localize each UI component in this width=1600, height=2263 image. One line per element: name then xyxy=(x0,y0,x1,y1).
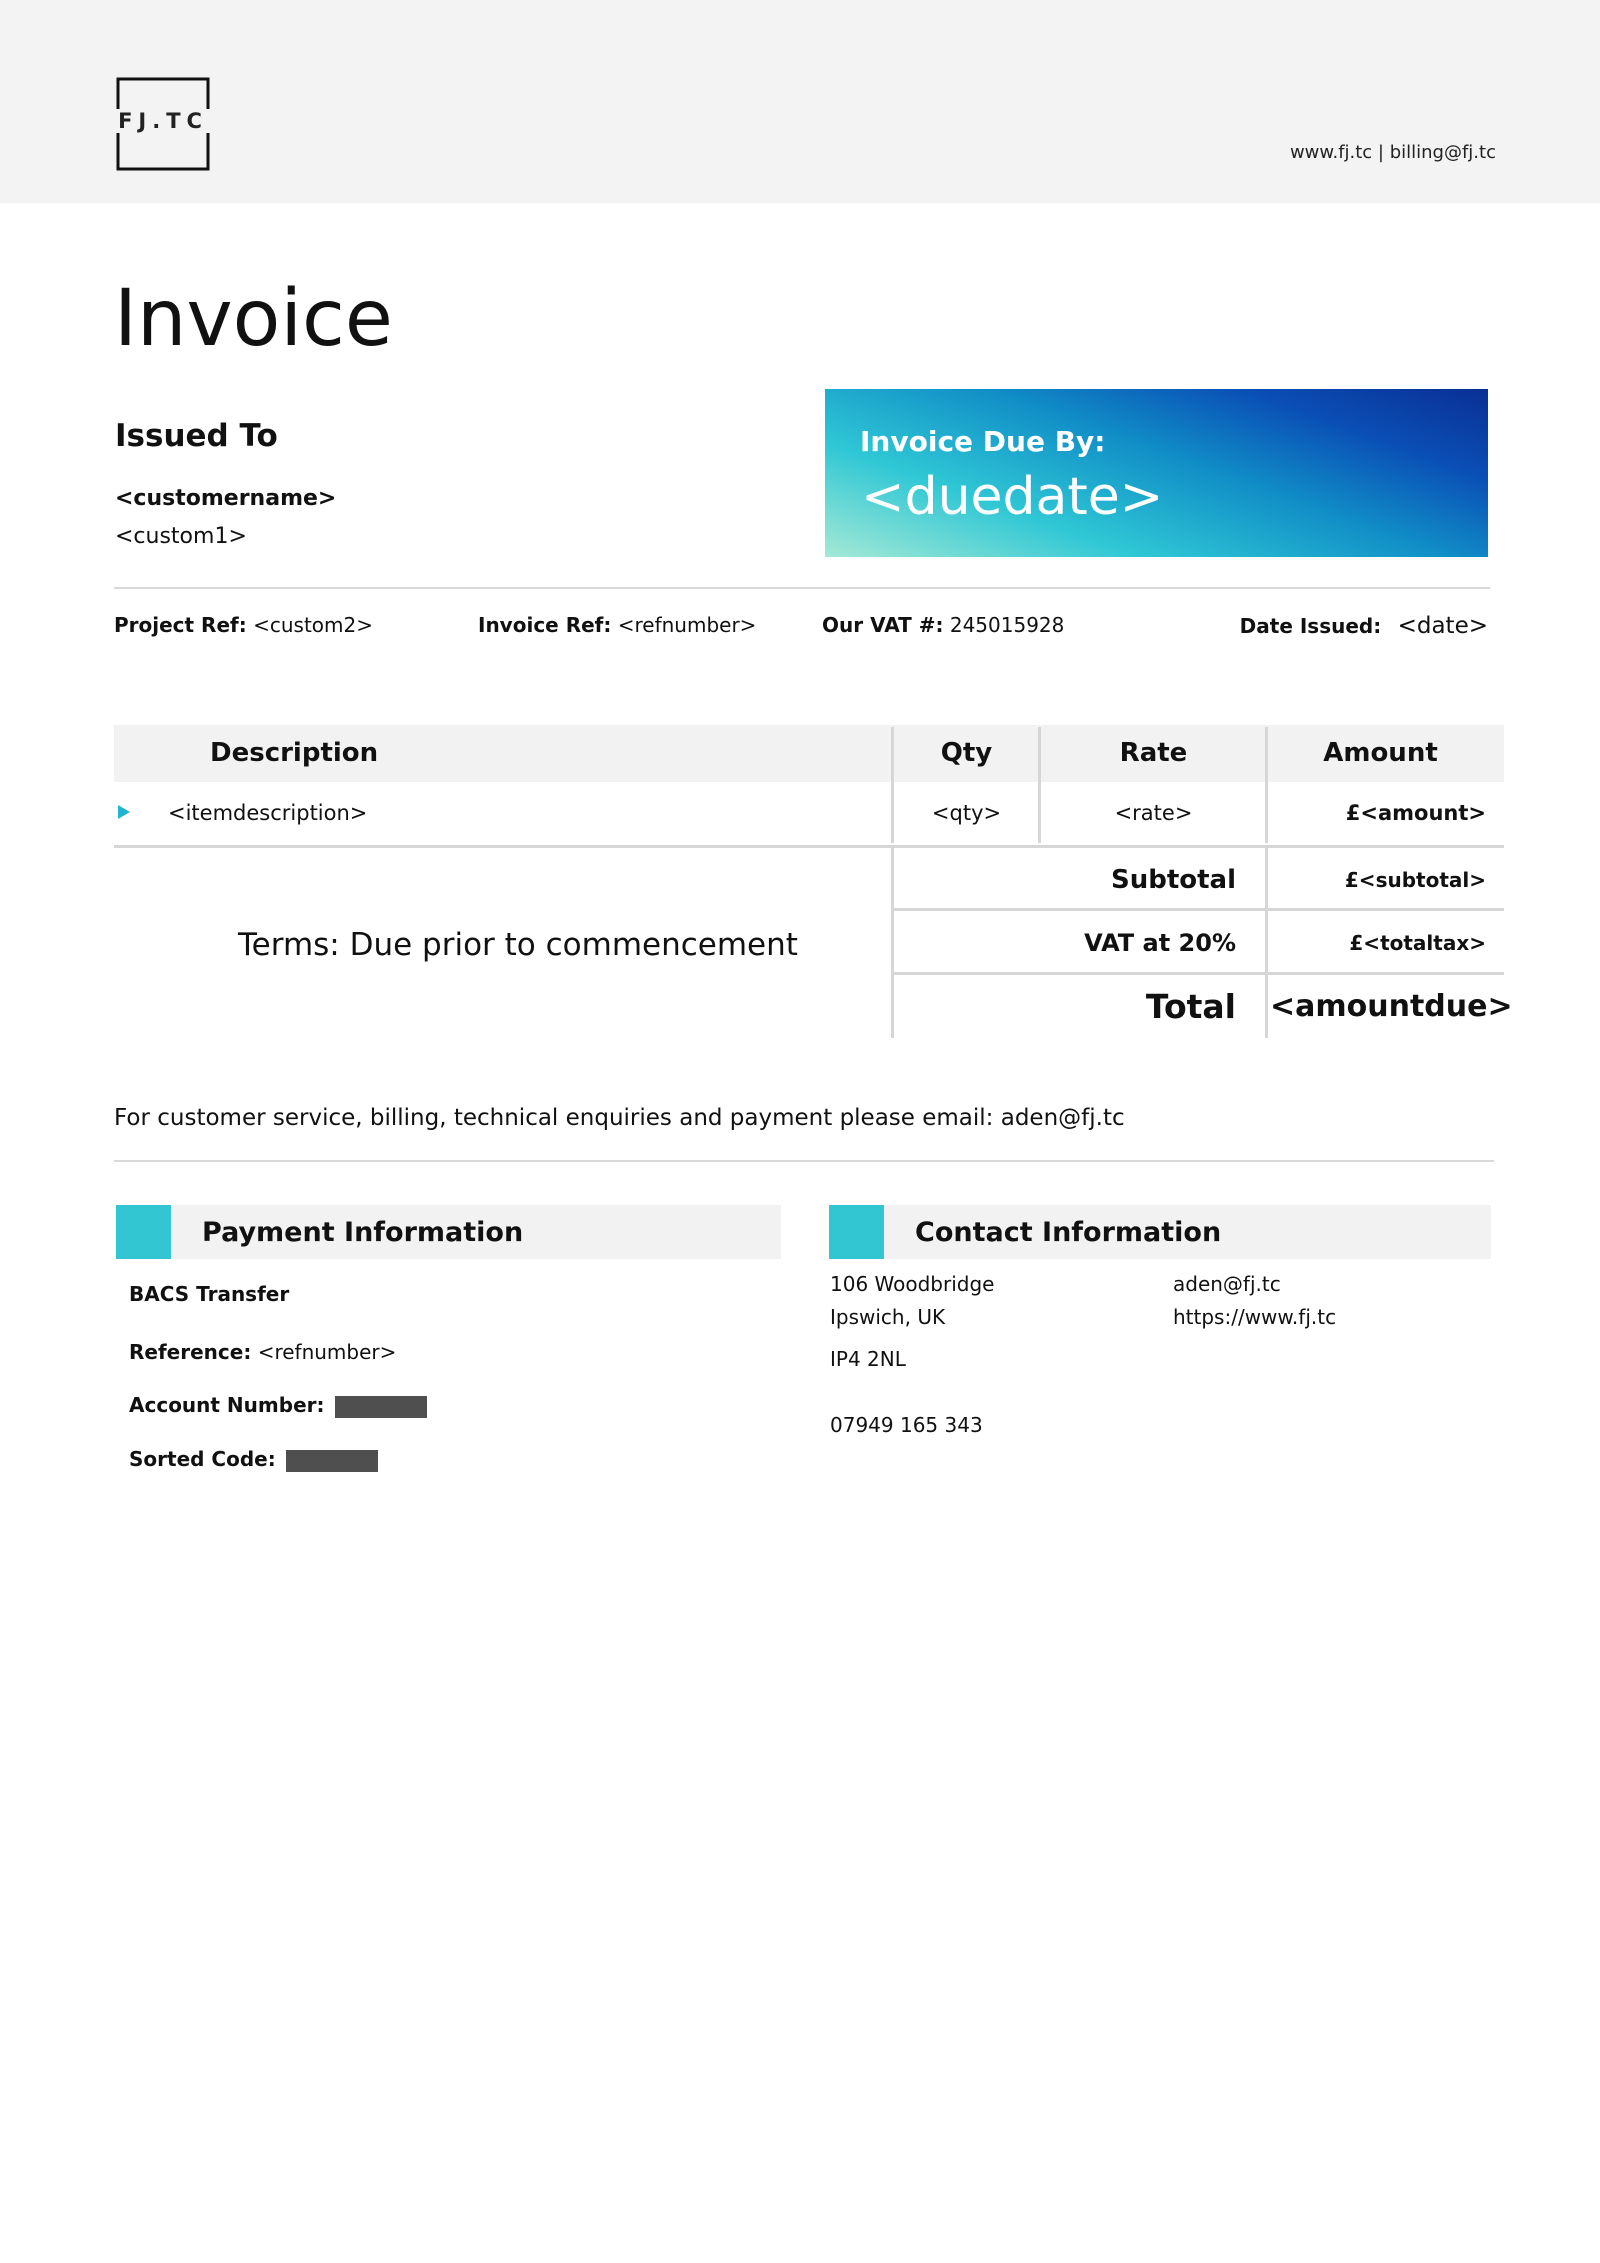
column-header-rate: Rate xyxy=(1119,738,1188,768)
accent-square-icon xyxy=(116,1205,171,1259)
contact-website: https://www.fj.tc xyxy=(1173,1305,1337,1329)
page-title: Invoice xyxy=(114,274,393,364)
table-divider xyxy=(114,845,1504,848)
postcode: IP4 2NL xyxy=(830,1347,906,1371)
column-header-description: Description xyxy=(210,738,379,768)
accent-square-icon xyxy=(829,1205,884,1259)
subtotal-value: £<subtotal> xyxy=(1344,868,1486,892)
header-band xyxy=(0,0,1600,203)
payment-info-title: Payment Information xyxy=(202,1217,524,1248)
subtotal-label: Subtotal xyxy=(1110,865,1236,895)
vat-number-value: 245015928 xyxy=(949,613,1065,637)
divider xyxy=(114,1160,1494,1162)
customer-custom1: <custom1> xyxy=(115,524,247,549)
vat-number-label: Our VAT #: xyxy=(822,613,944,637)
due-date-value: <duedate> xyxy=(861,467,1164,527)
sort-code-redacted xyxy=(286,1450,378,1472)
invoice-ref xyxy=(478,613,756,637)
logo-text: FJ.TC xyxy=(116,109,210,133)
date-issued-label: Date Issued: xyxy=(1239,614,1382,638)
vat-label: VAT at 20% xyxy=(1084,929,1236,957)
contact-info-header xyxy=(829,1205,1491,1259)
table-divider xyxy=(1265,727,1268,843)
contact-email: aden@fj.tc xyxy=(1173,1272,1281,1296)
table-divider xyxy=(1038,727,1041,843)
total-label: Total xyxy=(1145,987,1236,1026)
divider xyxy=(114,587,1490,589)
sort-code xyxy=(129,1447,378,1472)
row-bullet-icon xyxy=(118,805,130,819)
account-number xyxy=(129,1393,427,1418)
due-date-box xyxy=(825,389,1488,557)
payment-info-header xyxy=(116,1205,781,1259)
project-ref-label: Project Ref: xyxy=(114,613,247,637)
service-note: For customer service, billing, technical enquiries and payment please email: aden@fj.tc xyxy=(114,1105,1125,1131)
item-amount: £<amount> xyxy=(1345,801,1486,825)
date-issued-value: <date> xyxy=(1397,613,1488,639)
due-label: Invoice Due By: xyxy=(860,425,1106,458)
project-ref-value: <custom2> xyxy=(253,613,373,637)
item-description: <itemdescription> xyxy=(168,801,368,825)
total-value: <amountdue> xyxy=(1270,989,1513,1024)
customer-name: <customername> xyxy=(115,486,337,511)
payment-method: BACS Transfer xyxy=(129,1282,290,1306)
invoice-ref-label: Invoice Ref: xyxy=(478,613,612,637)
header-contact: www.fj.tc | billing@fj.tc xyxy=(1289,142,1496,163)
column-header-qty: Qty xyxy=(940,738,993,768)
account-number-redacted xyxy=(335,1396,427,1418)
contact-info-title: Contact Information xyxy=(915,1217,1222,1248)
address-line2: Ipswich, UK xyxy=(830,1305,946,1329)
totals-divider xyxy=(1265,848,1268,1038)
issued-to-heading: Issued To xyxy=(115,418,278,454)
payment-reference-label: Reference: xyxy=(129,1340,252,1364)
item-qty: <qty> xyxy=(931,801,1002,825)
item-rate: <rate> xyxy=(1114,801,1193,825)
totals-divider xyxy=(891,848,894,1038)
table-divider xyxy=(891,727,894,843)
totals-divider xyxy=(891,972,1504,975)
payment-terms: Terms: Due prior to commencement xyxy=(238,927,798,963)
sort-code-label: Sorted Code: xyxy=(129,1447,276,1471)
project-ref xyxy=(114,613,373,637)
payment-reference-value: <refnumber> xyxy=(257,1340,397,1364)
phone-number: 07949 165 343 xyxy=(830,1413,983,1437)
payment-reference xyxy=(129,1340,396,1364)
logo-wrap xyxy=(116,77,210,171)
totals-divider xyxy=(891,908,1504,911)
account-number-label: Account Number: xyxy=(129,1393,325,1417)
invoice-ref-value: <refnumber> xyxy=(617,613,757,637)
vat-number xyxy=(822,613,1064,637)
vat-value: £<totaltax> xyxy=(1349,931,1486,955)
address-line1: 106 Woodbridge xyxy=(830,1272,995,1296)
date-issued xyxy=(1240,613,1488,639)
column-header-amount: Amount xyxy=(1323,738,1438,768)
